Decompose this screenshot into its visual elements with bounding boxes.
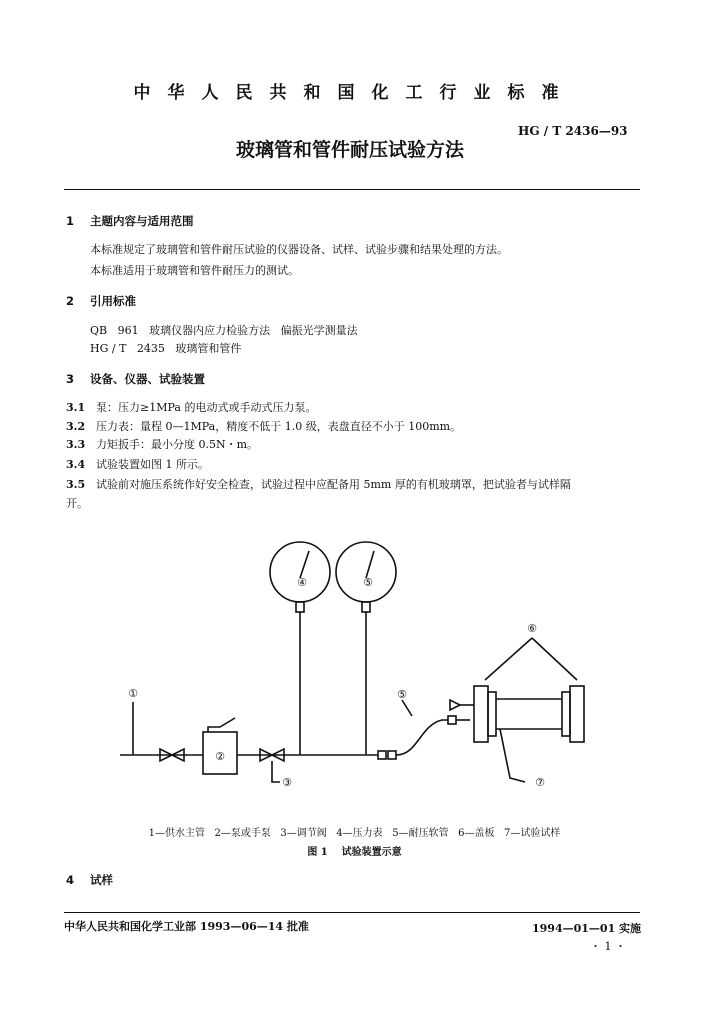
clause-number: 3.2 <box>66 420 86 433</box>
flange-right <box>562 692 570 736</box>
clause-number: 3.4 <box>66 458 86 471</box>
gauge-fitting-5 <box>362 602 370 612</box>
figure-caption: 图 1 试验装置示意 <box>307 847 402 858</box>
clause-number: 3.1 <box>66 401 86 414</box>
reference-1: QB 961 玻璃仪器内应力检验方法 偏振光学测量法 <box>90 324 358 337</box>
approval-note: 中华人民共和国化学工业部 1993—06—14 批准 <box>64 920 309 933</box>
cover-plate-leader-left <box>485 638 532 680</box>
reference-2: HG / T 2435 玻璃管和管件 <box>90 342 242 355</box>
gauge-fitting-4 <box>296 602 304 612</box>
clause-text: 试验前对施压系统作好安全检查，试验过程中应配备用 5mm 厚的有机玻璃罩，把试验者与试样隔 <box>96 478 571 491</box>
clause-3-5 <box>66 476 571 492</box>
clause-number: 3.5 <box>66 478 86 491</box>
clause-text: 压力表：量程 0—1MPa，精度不低于 1.0 级，表盘直径不小于 100mm。 <box>96 420 462 433</box>
clause-3-3 <box>66 436 258 452</box>
standard-org-heading: 中华人民共和国化工行业标准 <box>133 83 576 103</box>
section-1-heading <box>66 213 194 229</box>
clause-text: 力矩扳手：最小分度 0.5N・m。 <box>96 438 259 451</box>
section-number: 3 <box>66 372 75 386</box>
test-apparatus-diagram <box>100 520 620 820</box>
cover-plate-leader-right <box>532 638 577 680</box>
section-2-heading <box>66 293 136 309</box>
label-4: ④ <box>297 576 307 589</box>
clause-3-4 <box>66 456 209 472</box>
figure-legend: 1—供水主管 2—泵或手泵 3—调节阀 4—压力表 5—耐压软管 6—盖板 7—试验试样 <box>148 828 561 839</box>
clause-3-5-continued: 开。 <box>66 497 88 510</box>
label-1: ① <box>128 687 138 700</box>
section-1-para-2: 本标准适用于玻璃管和管件耐压力的测试。 <box>90 264 299 277</box>
vent-valve <box>450 700 460 710</box>
footer-divider <box>64 912 640 913</box>
cover-plate-right <box>570 686 584 742</box>
specimen-leader <box>500 729 525 782</box>
gauge-needle-4 <box>300 551 309 578</box>
hose-connector <box>388 751 396 759</box>
clause-number: 3.3 <box>66 438 86 451</box>
flange-left <box>488 692 496 736</box>
label-6: ⑥ <box>527 622 537 635</box>
pressure-hose <box>396 720 448 755</box>
clause-3-2 <box>66 418 461 434</box>
section-number: 2 <box>66 294 75 308</box>
section-title: 试样 <box>90 873 113 887</box>
section-title: 引用标准 <box>90 294 136 308</box>
standard-number: HG / T 2436—93 <box>518 124 628 138</box>
hose-leader <box>402 700 412 716</box>
cover-plate-left <box>474 686 488 742</box>
hose-end-fitting <box>448 716 456 724</box>
section-number: 1 <box>66 214 75 228</box>
hose-connector <box>378 751 386 759</box>
clause-text: 试验装置如图 1 所示。 <box>96 458 209 471</box>
header-divider <box>64 189 640 190</box>
section-4-heading <box>66 872 113 888</box>
label-2: ② <box>215 750 225 763</box>
label-5-hose: ⑤ <box>397 688 407 701</box>
clause-3-1 <box>66 399 316 415</box>
section-title: 设备、仪器、试验装置 <box>90 372 205 386</box>
label-7: ⑦ <box>535 776 545 789</box>
pressure-gauge-5 <box>336 542 396 602</box>
gauge-needle-5 <box>366 551 374 578</box>
section-number: 4 <box>66 873 75 887</box>
pressure-gauge-4 <box>270 542 330 602</box>
label-3: ③ <box>282 776 292 789</box>
document-title: 玻璃管和管件耐压试验方法 <box>236 139 465 161</box>
page-number: ・ 1 ・ <box>590 940 626 953</box>
regulating-valve-drain <box>272 761 280 782</box>
clause-text: 泵：压力≥1MPa 的电动式或手动式压力泵。 <box>96 401 317 414</box>
effective-date: 1994—01—01 实施 <box>532 922 642 935</box>
pump-handle <box>208 718 235 732</box>
section-1-para-1: 本标准规定了玻璃管和管件耐压试验的仪器设备、试样、试验步骤和结果处理的方法。 <box>90 243 508 256</box>
section-3-heading <box>66 371 205 387</box>
label-5-gauge: ⑤ <box>363 576 373 589</box>
section-title: 主题内容与适用范围 <box>90 214 194 228</box>
